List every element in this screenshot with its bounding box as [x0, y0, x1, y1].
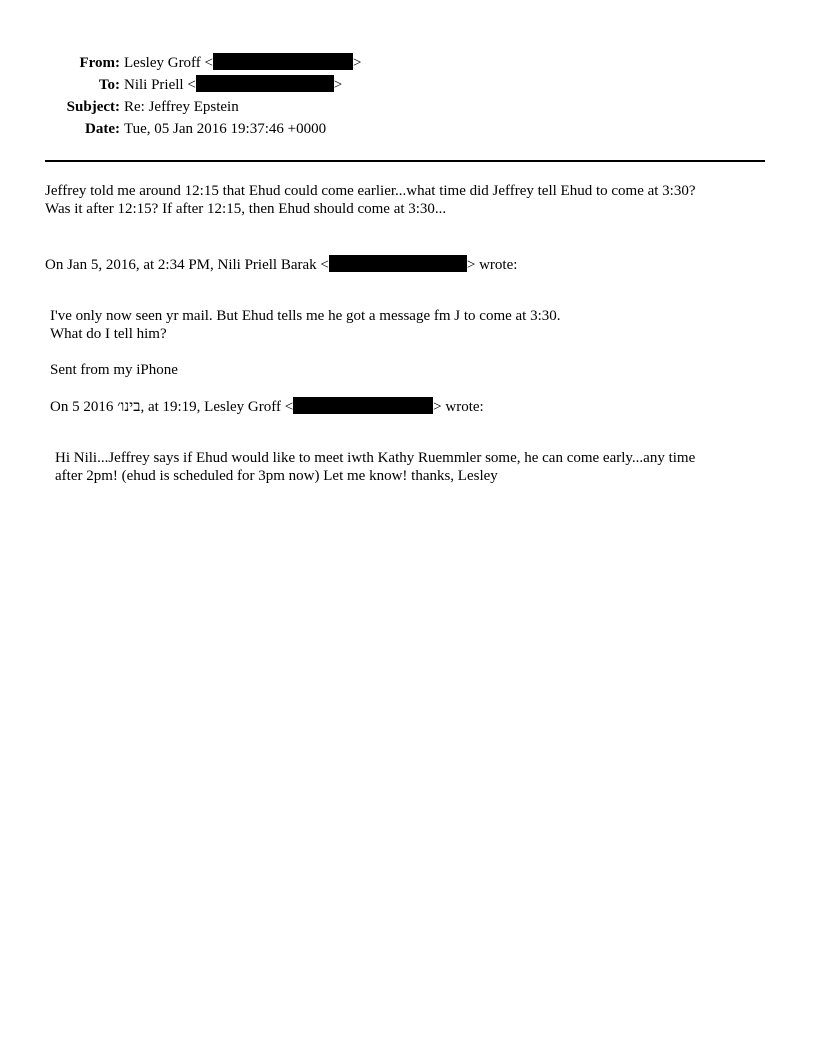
quote2-body	[55, 449, 695, 485]
from-name: Lesley Groff <	[124, 55, 213, 71]
to-name: Nili Priell <	[124, 77, 196, 93]
header-divider	[45, 160, 765, 162]
quote1-attribution	[45, 255, 517, 274]
redaction-block	[329, 255, 467, 272]
from-label: From:	[79, 55, 120, 71]
from-close: >	[353, 55, 362, 71]
subject-label: Subject:	[66, 99, 120, 115]
subject-value: Re: Jeffrey Epstein	[124, 99, 239, 115]
body-line: after 2pm! (ehud is scheduled for 3pm now) Let me know! thanks, Lesley	[55, 468, 498, 484]
date-label: Date:	[85, 121, 120, 137]
date-row	[0, 118, 816, 140]
body-line: Hi Nili...Jeffrey says if Ehud would like to meet iwth Kathy Ruemmler some, he can come early...any time	[55, 450, 696, 466]
to-label: To:	[98, 77, 120, 93]
quote2-attribution	[50, 397, 484, 416]
email-header	[0, 52, 816, 140]
quote2-close: > wrote:	[433, 399, 484, 415]
subject-row	[0, 96, 816, 118]
reply-body	[45, 182, 696, 218]
date-value: Tue, 05 Jan 2016 19:37:46 +0000	[124, 121, 327, 137]
body-line: I've only now seen yr mail. But Ehud tells me he got a message fm J to come at 3:30.	[50, 308, 561, 324]
to-row	[0, 74, 816, 96]
from-value	[124, 52, 361, 74]
body-line: What do I tell him?	[50, 326, 167, 342]
redaction-block	[196, 75, 334, 92]
to-close: >	[333, 77, 343, 93]
body-line: Was it after 12:15? If after 12:15, then Ehud should come at 3:30...	[45, 201, 447, 217]
signature: Sent from my iPhone	[50, 362, 178, 378]
from-row	[0, 52, 816, 74]
redaction-block	[293, 397, 433, 414]
quote1-body	[50, 307, 561, 343]
quote2-intro: On 5 2016 בינו׳, at 19:19, Lesley Groff <	[50, 399, 294, 415]
to-value	[124, 74, 342, 96]
quote1-intro: On Jan 5, 2016, at 2:34 PM, Nili Priell Barak <	[45, 257, 329, 273]
redaction-block	[213, 53, 353, 70]
quote1-close: > wrote:	[466, 257, 518, 273]
body-line: Jeffrey told me around 12:15 that Ehud could come earlier...what time did Jeffrey tell Ehud to come at 3:30?	[45, 183, 696, 199]
